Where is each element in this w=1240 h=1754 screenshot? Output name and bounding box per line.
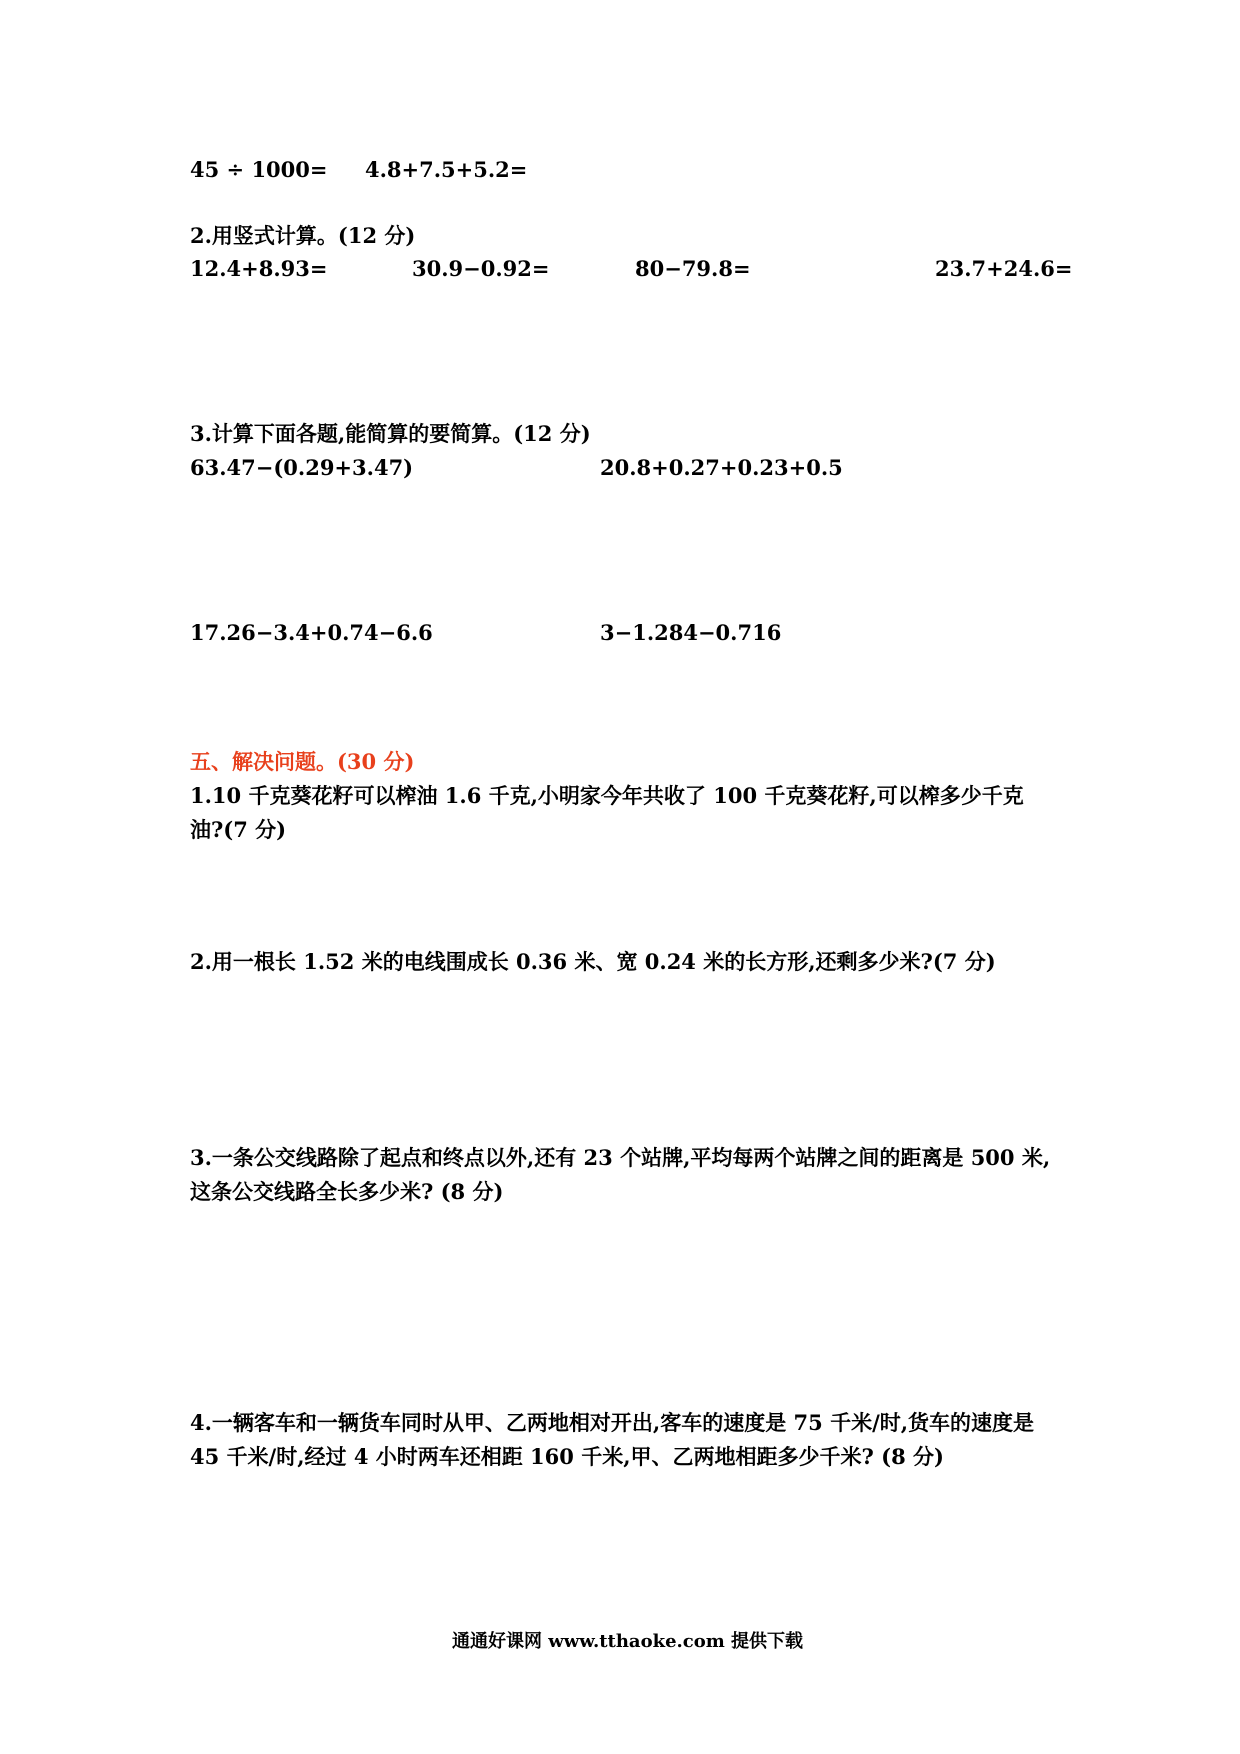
- q3-title: 3.计算下面各题,能简算的要简算。(12 分): [190, 421, 591, 446]
- q2-expression-1: 12.4+8.93=: [190, 256, 328, 281]
- footer-credit: 通通好课网 www.tthaoke.com 提供下载: [452, 1631, 804, 1652]
- q3-expression-1: 63.47−(0.29+3.47): [190, 455, 414, 480]
- problem-4-line-1: 4.一辆客车和一辆货车同时从甲、乙两地相对开出,客车的速度是 75 千米/时,货车的速度是: [190, 1410, 1035, 1435]
- q2-expression-4: 23.7+24.6=: [935, 256, 1073, 281]
- q3-expression-4: 3−1.284−0.716: [600, 620, 782, 645]
- q2-expression-2: 30.9−0.92=: [412, 256, 550, 281]
- q3-expression-2: 20.8+0.27+0.23+0.5: [600, 455, 843, 480]
- problem-3-line-2: 这条公交线路全长多少米? (8 分): [190, 1179, 504, 1204]
- q2-title: 2.用竖式计算。(12 分): [190, 223, 416, 248]
- problem-1-line-1: 1.10 千克葵花籽可以榨油 1.6 千克,小明家今年共收了 100 千克葵花籽,可以榨多少千克: [190, 783, 1024, 808]
- problem-1-line-2: 油?(7 分): [190, 817, 287, 842]
- q2-expression-3: 80−79.8=: [635, 256, 751, 281]
- expression-45-div-1000: 45 ÷ 1000=: [190, 157, 328, 182]
- problem-3-line-1: 3.一条公交线路除了起点和终点以外,还有 23 个站牌,平均每两个站牌之间的距离是 500 米,: [190, 1145, 1051, 1170]
- section-5-heading: 五、解决问题。(30 分): [190, 749, 415, 774]
- problem-4-line-2: 45 千米/时,经过 4 小时两车还相距 160 千米,甲、乙两地相距多少千米? (8 分): [190, 1444, 944, 1469]
- expression-4.8-plus-7.5-plus-5.2: 4.8+7.5+5.2=: [365, 157, 528, 182]
- problem-2-line-1: 2.用一根长 1.52 米的电线围成长 0.36 米、宽 0.24 米的长方形,还剩多少米?(7 分): [190, 949, 996, 974]
- q3-expression-3: 17.26−3.4+0.74−6.6: [190, 620, 433, 645]
